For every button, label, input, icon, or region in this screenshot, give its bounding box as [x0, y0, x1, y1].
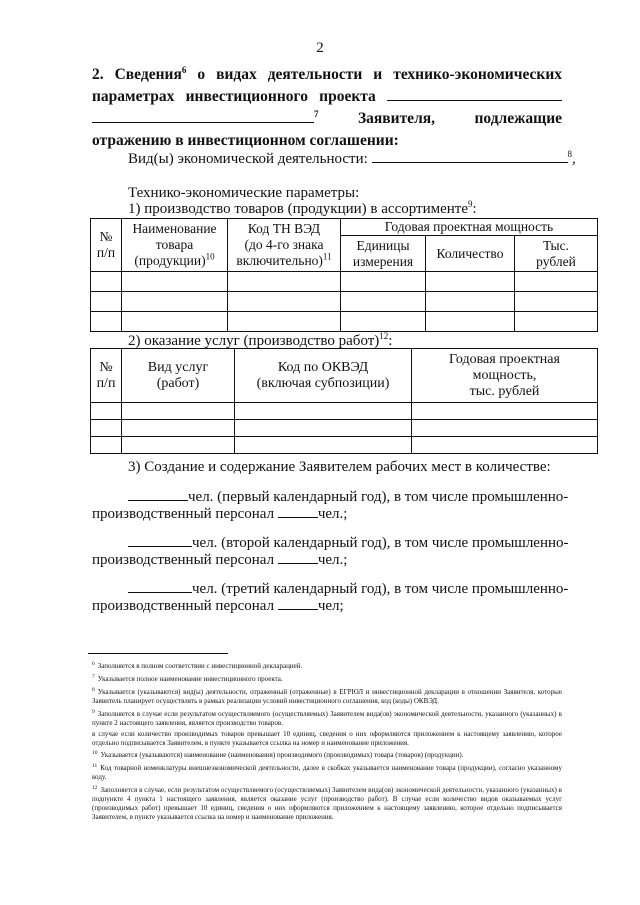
footnote-11 [92, 764, 562, 782]
footnote-6 [92, 662, 562, 671]
jobs-year2-staff-label: производственный персонал [92, 552, 275, 568]
services-tail: : [388, 333, 393, 349]
goods-sub-qty: Количество [426, 236, 515, 272]
table-cell[interactable] [426, 272, 515, 292]
goods-col-code-l3: включительно) [236, 253, 323, 268]
goods-sub-rub [515, 236, 598, 272]
services-col-num [91, 349, 122, 403]
goods-production-label: 1) производство товаров (продукции) в ассортименте [128, 201, 468, 217]
goods-sub-rub-l2: рублей [536, 253, 576, 269]
footnote-8 [92, 688, 562, 706]
footnote-separator [88, 653, 228, 654]
project-name-blank-2[interactable] [92, 108, 314, 123]
table-cell[interactable] [91, 437, 122, 454]
goods-table-row [91, 292, 598, 312]
page-number: 2 [316, 40, 324, 56]
activity-type-blank[interactable] [372, 148, 568, 163]
goods-col-power: Годовая проектная мощность [341, 219, 598, 236]
table-cell[interactable] [515, 292, 598, 312]
goods-col-name-l2: товара [155, 237, 194, 252]
services-col-power-l3: тыс. рублей [469, 383, 540, 399]
heading-sup-7: 7 [314, 108, 319, 119]
activity-type-tail: , [572, 151, 576, 167]
footnote-9-cont [92, 730, 562, 748]
project-name-blank[interactable] [387, 86, 562, 101]
table-cell[interactable] [235, 437, 412, 454]
services-col-power [412, 349, 598, 403]
heading-sup-6: 6 [181, 64, 187, 75]
table-cell[interactable] [228, 272, 341, 292]
table-cell[interactable] [91, 292, 122, 312]
table-cell[interactable] [122, 292, 228, 312]
goods-col-num-l1: № [99, 229, 113, 244]
goods-sub-units-l1: Единицы [356, 237, 410, 253]
table-cell[interactable] [412, 403, 598, 420]
table-cell[interactable] [412, 420, 598, 437]
table-cell[interactable] [228, 292, 341, 312]
services-table-row [91, 437, 598, 454]
jobs-year2-line-b [92, 549, 347, 569]
table-cell[interactable] [122, 272, 228, 292]
goods-col-code-l1: Код ТН ВЭД [247, 221, 321, 236]
footnote-mark: 12 [92, 784, 98, 791]
jobs-year3-staff-blank[interactable] [278, 595, 318, 610]
goods-production-sup: 9 [468, 199, 473, 209]
jobs-year1-text: чел. (первый календарный год), в том числе промышленно- [188, 489, 569, 505]
table-cell[interactable] [91, 403, 122, 420]
table-cell[interactable] [228, 312, 341, 332]
footnote-mark: 7 [92, 673, 95, 680]
heading-part2: Заявителя, подлежащие отражению в инвестиционном соглашении: [92, 110, 563, 149]
footnote-mark: 8 [92, 686, 95, 693]
jobs-year1-line-b [92, 503, 347, 523]
table-cell[interactable] [122, 420, 235, 437]
section-heading [92, 64, 562, 152]
activity-type-sup: 8 [567, 149, 573, 159]
footnote-10 [92, 751, 562, 760]
footnote-mark: 10 [92, 749, 98, 756]
goods-sub-rub-l1: Тыс. [542, 237, 569, 253]
goods-production-tail: : [472, 201, 477, 217]
table-cell[interactable] [91, 420, 122, 437]
table-cell[interactable] [515, 312, 598, 332]
footnote-text: Указывается (указываются) вид(ы) деятельности, отраженный (отраженные) в ЕГРЮЛ и инвестиционной декларации в отношении Заявителя, которые Заявитель планирует осуществлять в рамках реализации условий инвестиционного соглашения, код (коды) ОКВЭД. [92, 688, 562, 705]
jobs-year3-tail: чел; [317, 598, 344, 614]
goods-table-row [91, 272, 598, 292]
footnote-mark: 6 [92, 660, 95, 667]
services-label: 2) оказание услуг (производство работ) [128, 333, 380, 349]
goods-sub-units [341, 236, 426, 272]
heading-number: 2. Сведения [92, 66, 182, 83]
footnote-text: Заполняется в случае если результатом осуществляемого (осуществляемых) Заявителем вида(ов) экономической деятельности, указанного (указанных) в пункте 2 настоящего заявления, является производство товаров. [92, 710, 562, 727]
activity-type-label: Вид(ы) экономической деятельности: [128, 151, 368, 167]
tech-params-label: Технико-экономические параметры: [128, 185, 360, 201]
goods-col-num [91, 219, 122, 272]
services-table-row [91, 420, 598, 437]
jobs-year2-staff-blank[interactable] [278, 549, 318, 564]
footnote-text: Код товарной номенклатуры внешнеэкономической деятельности, далее в скобках указывается наименование товара (продукции), согласно указанному коду. [92, 764, 562, 781]
table-cell[interactable] [341, 312, 426, 332]
table-cell[interactable] [235, 403, 412, 420]
table-cell[interactable] [426, 312, 515, 332]
footnote-text: в случае если количество производимых товаров превышает 10 единиц, сведения о них оформляются приложением к настоящему заявлению, которое отдельно подписывается Заявителем, в пункте указывается ссылка на номер и наименование приложения. [92, 730, 562, 747]
goods-col-num-l2: п/п [96, 245, 116, 260]
footnote-7 [92, 675, 562, 684]
services-col-code [235, 349, 412, 403]
jobs-year3-text: чел. (третий календарный год), в том числе промышленно- [192, 581, 569, 597]
footnote-mark: 9 [92, 708, 95, 715]
jobs-year3-line-b [92, 595, 344, 615]
footnote-mark: 11 [92, 762, 98, 769]
services-col-type [122, 349, 235, 403]
jobs-year2-tail: чел.; [317, 552, 348, 568]
services-sup: 12 [379, 331, 389, 341]
footnote-12 [92, 786, 562, 822]
services-col-type-l2: (работ) [156, 375, 200, 391]
table-cell[interactable] [122, 312, 228, 332]
footnote-9 [92, 710, 562, 728]
services-col-power-l2: мощность, [472, 367, 537, 383]
heading-part1: о видах деятельности и технико-экономических параметрах инвестиционного проекта [92, 66, 562, 105]
jobs-year3-total-blank[interactable] [128, 578, 192, 593]
footnote-text: Заполняется в случае, если результатом осуществляемого (осуществляемых) Заявителем вида(ов) экономической деятельности, указанного (указанных) в подпункте 4 пункта 1 настоящего заявления, является оказание услуг (производство работ). В случае если количество видов оказываемых услуг (производимых работ) превышает 10 единиц, сведения о них оформляются приложением к настоящему заявлению, которое отдельно подписывается Заявителем, в пункте указывается ссылка на номер и наименование приложения. [92, 786, 562, 821]
footnote-text: Указывается (указываются) наименование (наименования) производимого (производимых) товара (товаров) (продукции). [100, 751, 464, 759]
table-cell[interactable] [91, 312, 122, 332]
table-cell[interactable] [426, 292, 515, 312]
table-cell[interactable] [515, 272, 598, 292]
jobs-year1-total-blank[interactable] [128, 486, 188, 501]
goods-table-row [91, 312, 598, 332]
table-cell[interactable] [341, 272, 426, 292]
table-cell[interactable] [122, 437, 235, 454]
services-col-power-l1: Годовая проектная [449, 351, 560, 367]
services-col-type-l1: Вид услуг [147, 359, 209, 375]
footnote-text: Заполняется в полном соответствии с инвестиционной декларацией. [97, 662, 303, 670]
jobs-year3-staff-label: производственный персонал [92, 598, 275, 614]
goods-col-code-sup: 11 [322, 251, 332, 262]
table-cell[interactable] [91, 272, 122, 292]
jobs-year2-total-blank[interactable] [128, 532, 192, 547]
goods-col-name-sup: 10 [205, 251, 215, 262]
goods-sub-units-l2: измерения [352, 253, 414, 269]
services-col-num-l1: № [99, 359, 113, 375]
services-table [90, 348, 598, 454]
jobs-year1-tail: чел.; [317, 506, 348, 522]
goods-table [90, 218, 598, 332]
goods-col-name [122, 219, 228, 272]
services-table-row [91, 403, 598, 420]
jobs-label: 3) Создание и содержание Заявителем рабочих мест в количестве: [128, 459, 551, 475]
table-cell[interactable] [341, 292, 426, 312]
jobs-year1-staff-label: производственный персонал [92, 506, 275, 522]
table-cell[interactable] [235, 420, 412, 437]
goods-col-name-l3: (продукции) [134, 253, 206, 268]
services-col-code-l2: (включая субпозиции) [256, 375, 390, 391]
services-col-code-l1: Код по ОКВЭД [277, 359, 369, 375]
goods-production-line [128, 200, 477, 218]
goods-col-code [228, 219, 341, 272]
table-cell[interactable] [122, 403, 235, 420]
table-cell[interactable] [412, 437, 598, 454]
footnote-text: Указывается полное наименование инвестиционного проекта. [97, 675, 283, 683]
jobs-year1-staff-blank[interactable] [278, 503, 318, 518]
goods-col-code-l2: (до 4-го знака [244, 237, 324, 252]
activity-type-line [128, 148, 576, 168]
jobs-year2-text: чел. (второй календарный год), в том числе промышленно- [192, 535, 569, 551]
goods-col-name-l1: Наименование [132, 221, 217, 236]
services-col-num-l2: п/п [96, 375, 116, 391]
